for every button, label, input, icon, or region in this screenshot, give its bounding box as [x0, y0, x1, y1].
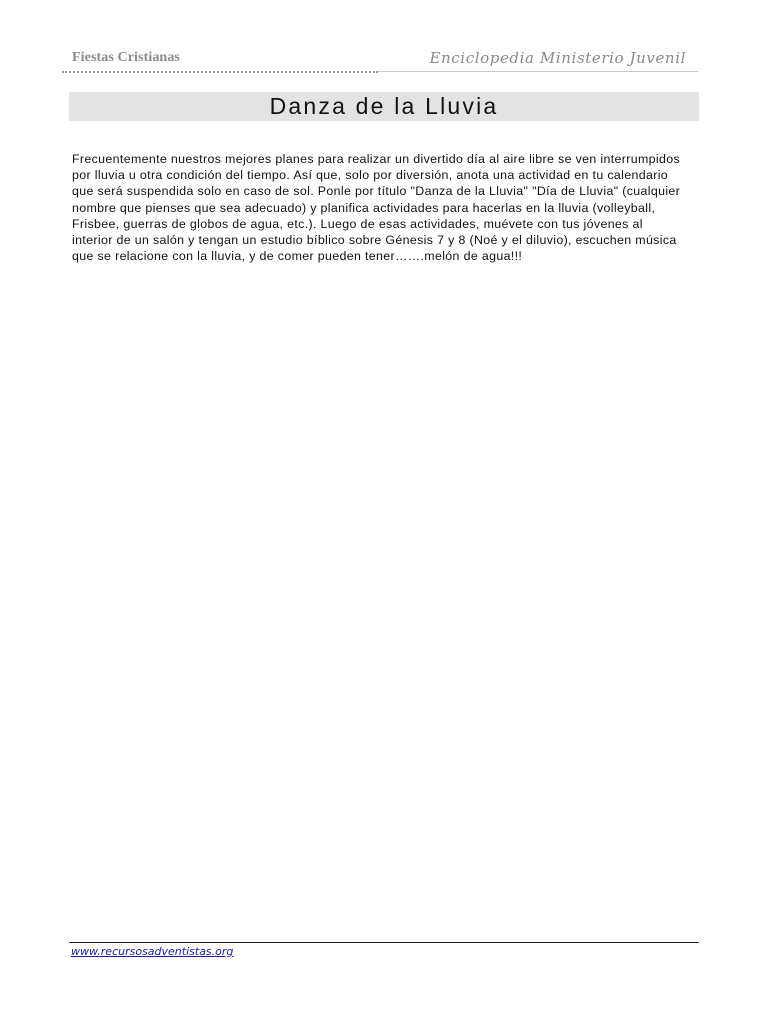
footer-rule — [69, 942, 699, 943]
title-bar — [69, 92, 699, 121]
footer-website-link[interactable]: www.recursosadventistas.org — [71, 945, 234, 958]
header-section-title: Fiestas Cristianas — [72, 50, 180, 65]
header-solid-rule — [378, 71, 698, 72]
header-publication-title: Enciclopedia Ministerio Juvenil — [429, 49, 686, 67]
page-title: Danza de la Lluvia — [269, 93, 499, 119]
page-header — [62, 46, 698, 72]
body-paragraph: Frecuentemente nuestros mejores planes para realizar un divertido día al aire libre se ven interrumpidos por lluvia u otra condición del tiempo. Así que, solo por diversión, anota una actividad en tu calendario que será suspendida solo en caso de sol. Ponle por título "Danza de la Lluvia" "Día de Lluvia" (cualquier nombre que pienses que sea adecuado) y planifica actividades para hacerlas en la lluvia (volleyball, Frisbee, guerras de globos de agua, etc.). Luego de esas actividades, muévete con tus jóvenes al interior de un salón y tengan un estudio bíblico sobre Génesis 7 y 8 (Noé y el diluvio), escuchen música que se relacione con la lluvia, y de comer pueden tener…….melón de agua!!! — [72, 152, 681, 264]
header-dotted-rule — [62, 71, 378, 73]
